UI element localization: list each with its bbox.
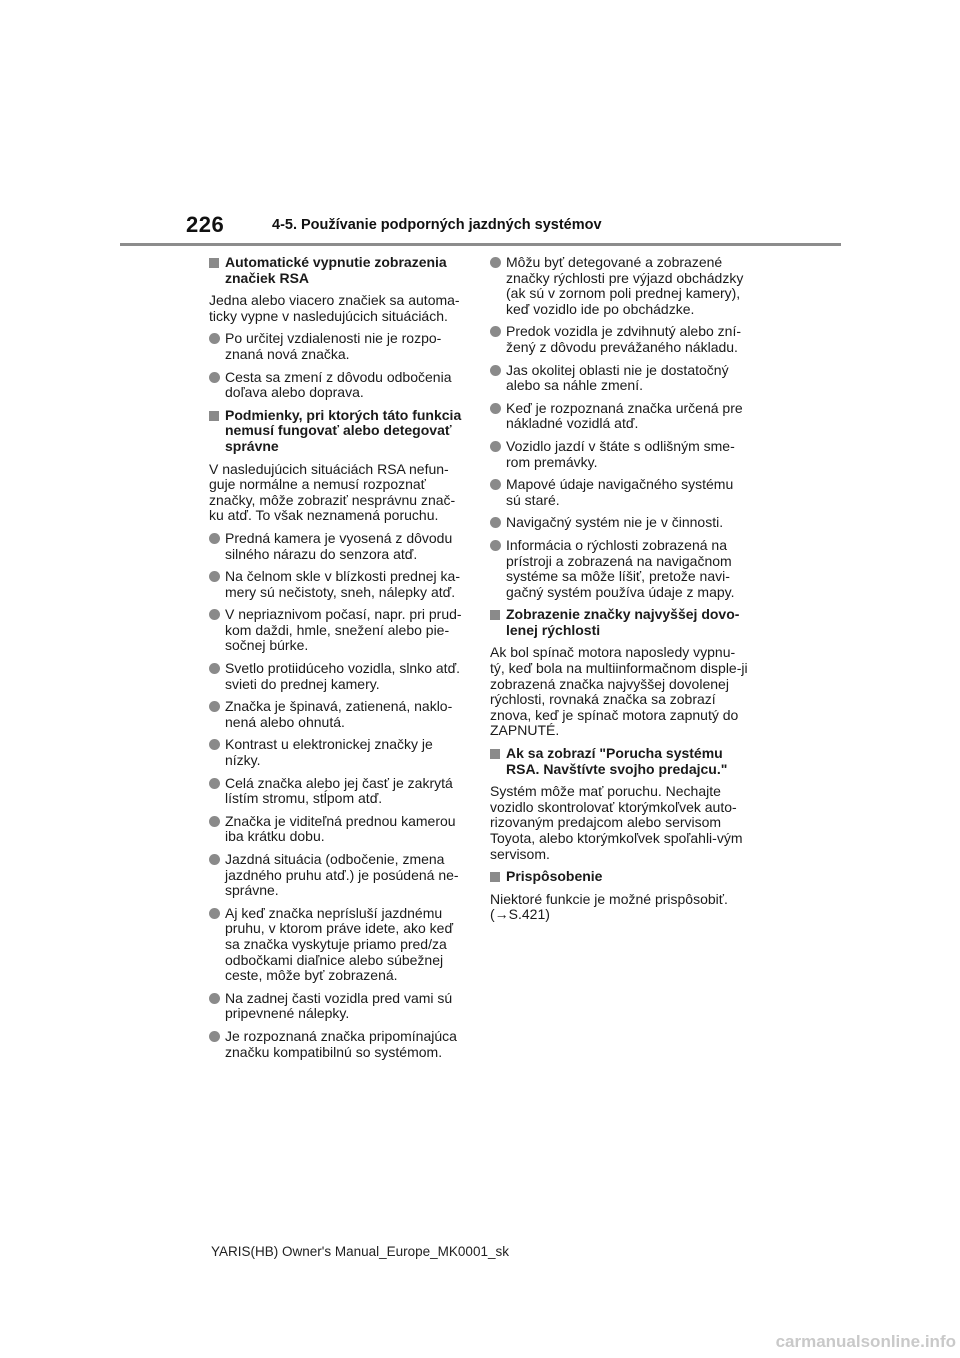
list-item-text: Informácia o rýchlosti zobrazená na prístroji a zobrazená na navigačnom systéme sa môže líšiť, pretože navi-gačný systém používa údaje z mapy. xyxy=(506,536,735,600)
heading-text: Zobrazenie značky najvyššej dovo-lenej rýchlosti xyxy=(506,606,740,638)
paragraph: V nasledujúcich situáciách RSA nefun-guje normálne a nemusí rozpoznať značky, môže zobraziť nesprávnu znač-ku atď. To však neznamená poruchu. xyxy=(209,460,456,524)
round-bullet-icon xyxy=(490,326,501,337)
list-item xyxy=(490,439,748,470)
square-bullet-icon xyxy=(490,872,500,882)
list-item xyxy=(209,776,467,807)
paragraph: Systém môže mať poruchu. Nechajte vozidlo skontrolovať ktorýmkoľvek auto-rizovaným predajcom alebo servisom Toyota, alebo ktorýmkoľvek spoľahli-vým servisom. xyxy=(490,783,743,862)
heading-text: Podmienky, pri ktorých táto funkcia nemusí fungovať alebo detegovať správne xyxy=(225,406,462,454)
list-item xyxy=(209,331,467,362)
footer-manual-id: YARIS(HB) Owner's Manual_Europe_MK0001_sk xyxy=(211,1244,509,1259)
round-bullet-icon xyxy=(490,441,501,452)
round-bullet-icon xyxy=(490,540,501,551)
round-bullet-icon xyxy=(209,609,220,620)
heading-text: Prispôsobenie xyxy=(506,868,603,885)
list-item xyxy=(209,991,467,1022)
round-bullet-icon xyxy=(209,816,220,827)
section-heading xyxy=(209,408,467,455)
list-item xyxy=(490,401,748,432)
list-item-text: Môžu byť detegované a zobrazené značky rýchlosti pre výjazd obchádzky (ak sú v zornom poli prednej kamery), keď vozidlo ide po obchádzke. xyxy=(506,254,744,317)
list-item xyxy=(209,607,467,654)
list-item-text: Aj keď značka neprísluší jazdnému pruhu, v ktorom práve idete, ako keď sa značka vyskytuje priamo pred/za odbočkami diaľnice alebo súbežnej ceste, môže byť zobrazená. xyxy=(225,904,454,984)
heading-text: Ak sa zobrazí "Porucha systému RSA. Navštívte svojho predajcu." xyxy=(506,745,728,777)
right-column xyxy=(490,255,748,930)
round-bullet-icon xyxy=(209,533,220,544)
list-item xyxy=(209,1029,467,1060)
list-item xyxy=(209,852,467,899)
list-item xyxy=(209,906,467,984)
list-item-text: Jazdná situácia (odbočenie, zmena jazdného pruhu atď.) je posúdená ne-správne. xyxy=(225,851,459,899)
section-heading xyxy=(490,746,748,777)
round-bullet-icon xyxy=(209,571,220,582)
round-bullet-icon xyxy=(490,257,501,268)
list-item-text: Po určitej vzdialenosti nie je rozpo-znaná nová značka. xyxy=(225,330,442,362)
list-item-text: Celá značka alebo jej časť je zakrytá lístím stromu, stĺpom atď. xyxy=(225,774,453,807)
page-number: 226 xyxy=(186,212,225,237)
list-item-text: V nepriaznivom počasí, napr. pri prud-kom daždi, hmle, snežení alebo pie-sočnej búrke. xyxy=(225,606,462,654)
square-bullet-icon xyxy=(490,610,500,620)
list-item xyxy=(209,737,467,768)
list-item-text: Je rozpoznaná značka pripomínajúca značku kompatibilnú so systémom. xyxy=(225,1027,457,1060)
round-bullet-icon xyxy=(209,739,220,750)
round-bullet-icon xyxy=(209,663,220,674)
round-bullet-icon xyxy=(209,993,220,1004)
paragraph: Niektoré funkcie je možné prispôsobiť. (→S.421) xyxy=(490,890,728,923)
list-item xyxy=(209,531,467,562)
round-bullet-icon xyxy=(209,908,220,919)
list-item-text: Navigačný systém nie je v činnosti. xyxy=(506,514,724,531)
list-item xyxy=(490,515,748,531)
left-column xyxy=(209,255,467,1067)
section-heading xyxy=(209,255,467,286)
list-item-text: Značka je viditeľná prednou kamerou iba krátku dobu. xyxy=(225,812,456,845)
round-bullet-icon xyxy=(209,372,220,383)
list-item-text: Mapové údaje navigačného systému sú staré. xyxy=(506,476,734,508)
list-item-text: Keď je rozpoznaná značka určená pre nákladné vozidlá atď. xyxy=(506,399,743,432)
section-heading xyxy=(490,869,748,885)
round-bullet-icon xyxy=(490,403,501,414)
list-item-text: Jas okolitej oblasti nie je dostatočný alebo sa náhle zmení. xyxy=(506,361,729,394)
list-item-text: Na zadnej časti vozidla pred vami sú pripevnené nálepky. xyxy=(225,989,453,1022)
square-bullet-icon xyxy=(209,411,219,421)
list-item-text: Kontrast u elektronickej značky je nízky. xyxy=(225,736,433,769)
watermark: carmanualsonline.info xyxy=(775,1332,956,1351)
section-title: 4-5. Používanie podporných jazdných systémov xyxy=(272,217,602,233)
round-bullet-icon xyxy=(209,333,220,344)
list-item-text: Predná kamera je vyosená z dôvodu silného nárazu do senzora atď. xyxy=(225,529,453,562)
round-bullet-icon xyxy=(490,517,501,528)
list-item-text: Predok vozidla je zdvihnutý alebo zní-žený z dôvodu prevážaného nákladu. xyxy=(506,323,742,355)
round-bullet-icon xyxy=(490,479,501,490)
square-bullet-icon xyxy=(490,749,500,759)
list-item xyxy=(209,814,467,845)
round-bullet-icon xyxy=(209,1031,220,1042)
square-bullet-icon xyxy=(209,258,219,268)
list-item xyxy=(209,370,467,401)
list-item xyxy=(490,324,748,355)
list-item xyxy=(490,363,748,394)
list-item-text: Značka je špinavá, zatienená, naklo-nená alebo ohnutá. xyxy=(225,698,453,730)
list-item xyxy=(490,538,748,600)
list-item-text: Na čelnom skle v blízkosti prednej ka-mery sú nečistoty, sneh, nálepky atď. xyxy=(225,568,460,600)
list-item-text: Svetlo protiidúceho vozidla, slnko atď. svieti do prednej kamery. xyxy=(225,660,461,692)
heading-text: Automatické vypnutie zobrazenia značiek RSA xyxy=(225,254,447,286)
list-item xyxy=(490,255,748,317)
list-item-text: Cesta sa zmení z dôvodu odbočenia doľava alebo doprava. xyxy=(225,368,452,401)
paragraph: Jedna alebo viacero značiek sa automa-ticky vypne v nasledujúcich situáciách. xyxy=(209,292,460,324)
list-item-text: Vozidlo jazdí v štáte s odlišným sme-rom premávky. xyxy=(506,437,735,470)
list-item xyxy=(209,569,467,600)
header-divider xyxy=(120,243,841,246)
round-bullet-icon xyxy=(490,365,501,376)
list-item xyxy=(209,699,467,730)
paragraph: Ak bol spínač motora naposledy vypnu-tý, keď bola na multiinformačnom disple-ji zobrazená značka najvyššej dovolenej rýchlosti, rovnaká značka sa zobrazí znova, keď je spínač motora zapnutý do ZAPNUTÉ. xyxy=(490,644,748,739)
round-bullet-icon xyxy=(209,701,220,712)
section-heading xyxy=(490,607,748,638)
list-item xyxy=(209,661,467,692)
round-bullet-icon xyxy=(209,778,220,789)
round-bullet-icon xyxy=(209,854,220,865)
list-item xyxy=(490,477,748,508)
